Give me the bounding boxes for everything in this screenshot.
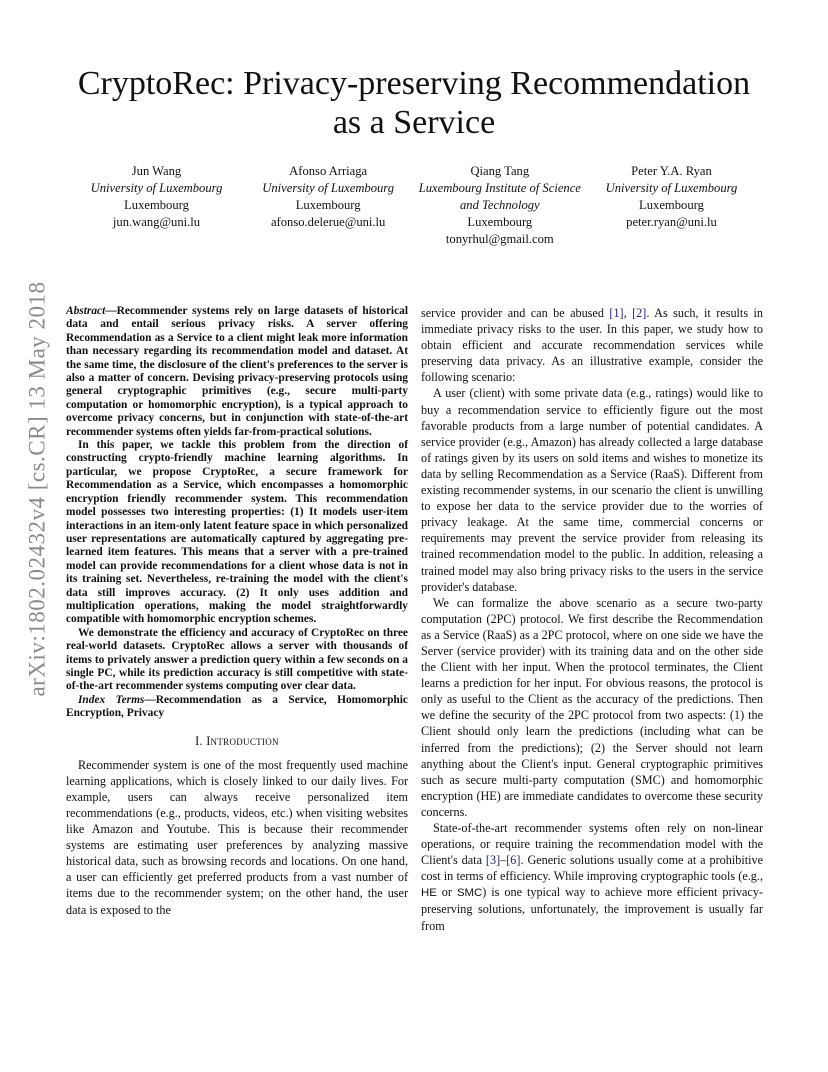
text-run: or bbox=[436, 885, 457, 900]
intro-left-body bbox=[66, 757, 408, 918]
text-run: – bbox=[500, 853, 507, 868]
section-title: Introduction bbox=[206, 733, 279, 748]
left-column bbox=[66, 305, 408, 918]
author-email: jun.wang@uni.lu bbox=[112, 215, 201, 229]
author-location: Luxembourg bbox=[639, 198, 704, 212]
author-4 bbox=[589, 163, 754, 248]
text-run: ) is one typical way to achieve more efficient privacy-preserving solutions, unfortunately, the improvement is usually far from bbox=[421, 885, 763, 933]
author-name: Peter Y.A. Ryan bbox=[631, 164, 712, 178]
paper-title: CryptoRec: Privacy-preserving Recommendation as a Service bbox=[77, 65, 751, 141]
abstract-paragraph-1 bbox=[66, 305, 408, 439]
citation-link[interactable]: [2] bbox=[632, 306, 647, 320]
arxiv-identifier: arXiv:1802.02432v4 [cs.CR] 13 May 2018 bbox=[25, 281, 51, 697]
citation-link[interactable]: [1] bbox=[609, 306, 624, 320]
author-location: Luxembourg bbox=[295, 198, 361, 212]
author-affiliation: University of Luxembourg bbox=[90, 181, 223, 195]
author-affiliation: University of Luxembourg bbox=[605, 181, 738, 195]
text-run: service provider and can be abused bbox=[421, 306, 610, 320]
index-terms-label: Index Terms bbox=[78, 693, 145, 706]
arxiv-stamp bbox=[22, 276, 54, 702]
right-column bbox=[421, 305, 763, 934]
author-location: Luxembourg bbox=[124, 198, 189, 212]
abstract bbox=[66, 305, 408, 694]
author-name: Jun Wang bbox=[131, 164, 182, 178]
text-run: . Generic solutions usually come at a prohibitive cost in terms of efficiency. While improving cryptographic tools (e.g., bbox=[421, 853, 763, 884]
abstract-label: Abstract bbox=[66, 305, 106, 317]
abstract-paragraph-3: We demonstrate the efficiency and accuracy of CryptoRec on three real-world datasets. CryptoRec allows a server with thousands of items to privately answer a prediction query within a few seconds on a single PC, while its prediction accuracy is still competitive with state-of-the-art recommender systems computing over clear data. bbox=[66, 626, 408, 693]
abstract-text-1: —Recommender systems rely on large datasets of historical data and entail serious privacy risks. A server offering Recommendation as a Service to a client might leak more information than necessary regarding its recommendation model and dataset. At the same time, the disclosure of the client's preferences to the server is also a matter of concern. Devising privacy-preserving protocols using general cryptographic primitives (e.g., secure multi-party computation or homomorphic encryption), is a typical approach to overcome privacy concerns, but in conjunction with state-of-the-art recommender systems often yields far-from-practical solutions. bbox=[66, 305, 408, 438]
text-run: . As such, it results in immediate privacy risks to the user. In this paper, we study how to obtain efficient and accurate recommendation services while preserving data privacy. As an illustrative example, consider the following scenario: bbox=[421, 306, 763, 385]
right-paragraph-3: We can formalize the above scenario as a secure two-party computation (2PC) protocol. We first describe the Recommendation as a Service (RaaS) as a 2PC protocol, where on one side we have the Server (service provider) with its training data and on the other side the Client with her input. When the protocol terminates, the Client learns a prediction for her input. For obvious reasons, the protocol is only as useful to the Client as the accuracy of the predictions. Then we define the security of the 2PC protocol from two aspects: (1) the Client should only learn the predictions (including what can be inferred from the predictions); (2) the Server should not learn anything about the Client's input. General cryptographic primitives such as secure multi-party computation (SMC) and homomorphic encryption (HE) are immediate candidates to overcome these security concerns. bbox=[421, 595, 763, 819]
author-affiliation: Luxembourg Institute of Science and Technology bbox=[418, 181, 581, 212]
text-run: State-of-the-art recommender systems often rely on non-linear operations, or require training the recommendation model with the Client's data bbox=[421, 821, 763, 868]
index-terms-text: —Recommendation as a Service, Homomorphic Encryption, Privacy bbox=[66, 693, 408, 720]
section-number: I. bbox=[195, 733, 203, 748]
index-terms bbox=[66, 694, 408, 721]
right-paragraph-4 bbox=[421, 820, 763, 934]
author-location: Luxembourg bbox=[467, 215, 533, 229]
author-email: tonyrhul@gmail.com bbox=[445, 232, 554, 246]
author-email: peter.ryan@uni.lu bbox=[626, 215, 717, 229]
author-3 bbox=[417, 163, 582, 248]
section-heading bbox=[66, 733, 408, 749]
author-1 bbox=[74, 163, 239, 248]
right-paragraph-2: A user (client) with some private data (e.g., ratings) would like to buy a recommendation service to efficiently figure out the most favorable products from a large number of potential candidates. A service provider (e.g., Amazon) has already collected a large database of ratings given by its users on sold items and wishes to monetize its data by selling Recommendation as a Service (RaaS). Different from existing recommender systems, in our scenario the client is unwilling to expose her data to the service provider due to the worries of privacy leakage. At the same time, commercial concerns or requirements may prevent the service provider from releasing its trained recommendation model to the public. In addition, releasing a trained model may also bring privacy risks to the users in the service provider's database. bbox=[421, 386, 763, 594]
acronym-he: HE bbox=[421, 887, 437, 900]
author-email: afonso.delerue@uni.lu bbox=[270, 215, 386, 229]
citation-link[interactable]: [3] bbox=[485, 853, 501, 868]
author-name: Afonso Arriaga bbox=[289, 164, 368, 178]
intro-paragraph: Recommender system is one of the most frequently used machine learning applications, which is closely linked to our daily lives. For example, users can always receive personalized item recommendations (e.g., products, videos, etc.) when visiting websites like Amazon and Youtube. This is because their recommender systems are estimating user preferences by analyzing massive historical data, such as browsing records and locations. On one hand, a user can efficiently get preferred products from a vast number of items due to the recommender system; on the other hand, the user data is exposed to the bbox=[66, 757, 408, 917]
abstract-paragraph-2: In this paper, we tackle this problem from the direction of constructing crypto-friendly machine learning algorithms. In particular, we propose CryptoRec, a secure framework for Recommendation as a Service, which encompasses a homomorphic encryption friendly recommender system. This recommendation model possesses two interesting properties: (1) It models user-item interactions in an item-only latent feature space in which personalized user representations are automatically captured by aggregating pre-learned item features. This means that a server with a pre-trained model can provide recommendations for a client whose data is not in its training set. Nevertheless, re-training the model with the client's data still improves accuracy. (2) It only uses addition and multiplication operations, making the model straightforwardly compatible with homomorphic encryption schemes. bbox=[66, 439, 408, 626]
acronym-smc: SMC bbox=[456, 887, 483, 900]
citation-link[interactable]: [6] bbox=[506, 853, 521, 868]
author-affiliation: University of Luxembourg bbox=[262, 181, 395, 195]
right-paragraph-1 bbox=[421, 305, 763, 385]
text-run: , bbox=[623, 306, 633, 320]
author-name: Qiang Tang bbox=[470, 164, 530, 178]
author-2 bbox=[246, 163, 411, 248]
author-block bbox=[74, 163, 754, 248]
